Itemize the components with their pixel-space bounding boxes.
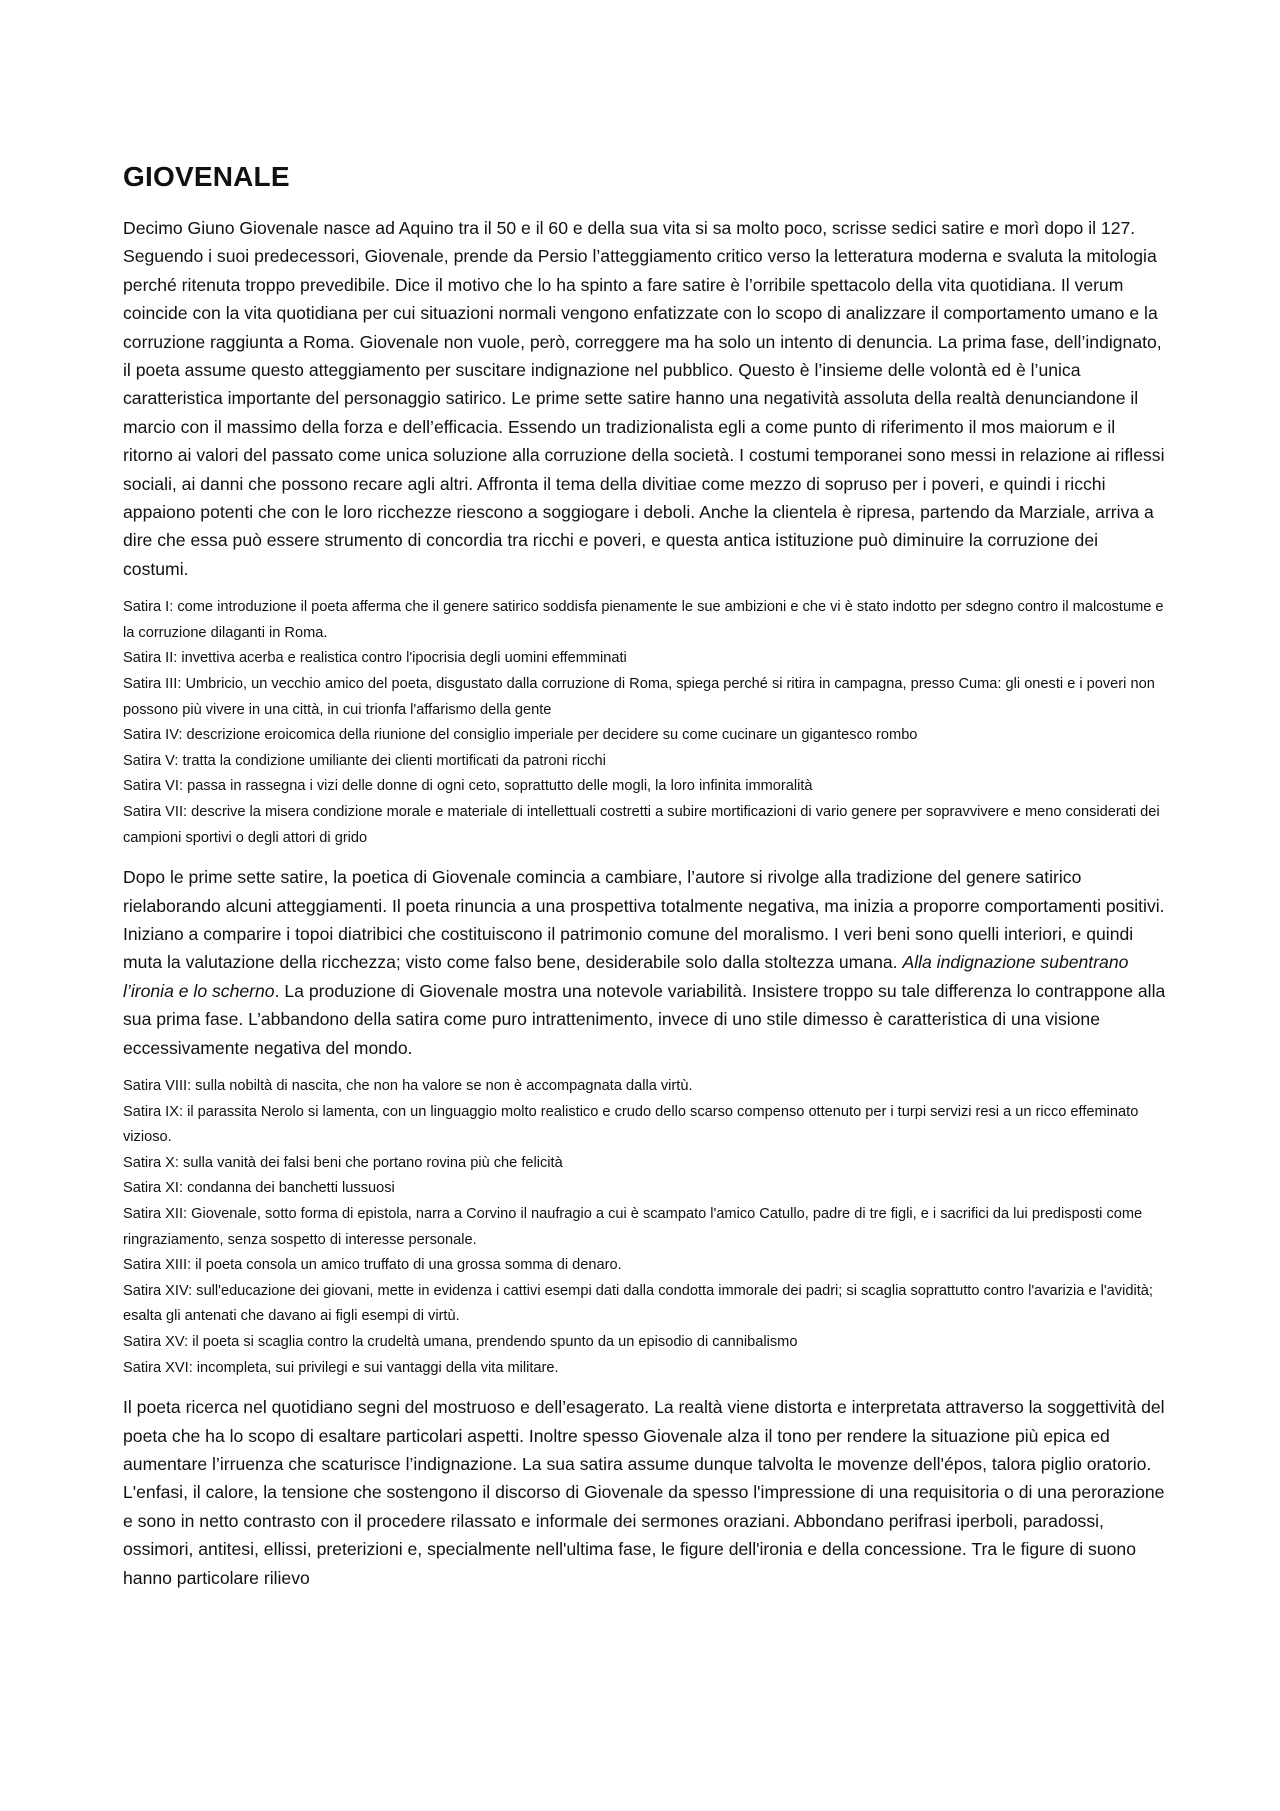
list-item-satira-13: Satira XIII: il poeta consola un amico truffato di una grossa somma di denaro.: [123, 1257, 622, 1274]
list-item-satira-3: Satira III: Umbricio, un vecchio amico del poeta, disgustato dalla corruzione di Roma, spiega perché si ritira in campagna, presso Cuma: gli onesti e i poveri non possono più vivere in una città, in cui trionfa l'affarismo della gente: [123, 676, 1155, 718]
document-page: [123, 152, 1168, 1604]
list-item-satira-7: Satira VII: descrive la misera condizione morale e materiale di intellettuali costretti a subire mortificazioni di vario genere per sopravvivere e meno considerati dei campioni sportivi o degli attori di grido: [123, 804, 1160, 846]
list-item-satira-5: Satira V: tratta la condizione umiliante dei clienti mortificati da patroni ricchi: [123, 752, 606, 769]
list-item-satira-11: Satira XI: condanna dei banchetti lussuosi: [123, 1180, 395, 1197]
paragraph-second-phase-italic: Alla indignazione subentrano l’ironia e lo scherno: [123, 952, 1129, 1001]
paragraph-second-phase-text-a: Dopo le prime sette satire, la poetica di Giovenale comincia a cambiare, l’autore si rivolge alla tradizione del genere satirico rielaborando alcuni atteggiamenti. Il poeta rinuncia a una prospettiva totalmente negativa, ma inizia a proporre comportamenti positivi. Iniziano a comparire i topoi diatribici che costituiscono il patrimonio comune del moralismo. I veri beni sono quelli interiori, e quindi muta la valutazione della ricchezza; visto come falso bene, desiderabile solo dalla stoltezza umana.: [123, 867, 1165, 973]
list-item-satira-4: Satira IV: descrizione eroicomica della riunione del consiglio imperiale per decidere su come cucinare un gigantesco rombo: [123, 727, 918, 744]
paragraph-intro: Decimo Giuno Giovenale nasce ad Aquino tra il 50 e il 60 e della sua vita si sa molto poco, scrisse sedici satire e morì dopo il 127. Seguendo i suoi predecessori, Giovenale, prende da Persio l’atteggiamento critico verso la letteratura moderna e svaluta la mitologia perché ritenuta troppo prevedibile. Dice il motivo che lo ha spinto a fare satire è l’orribile spettacolo della vita quotidiana. Il verum coincide con la vita quotidiana per cui situazioni normali vengono enfatizzate con lo scopo di analizzare il comportamento umano e la corruzione raggiunta a Roma. Giovenale non vuole, però, correggere ma ha solo un intento di denuncia. La prima fase, dell’indignato, il poeta assume questo atteggiamento per suscitare indignazione nel pubblico. Questo è l’insieme delle volontà ed è l’unica caratteristica importante del personaggio satirico. Le prime sette satire hanno una negatività assoluta della realtà denunciandone il marcio con il massimo della forza e dell’efficacia. Essendo un tradizionalista egli a come punto di riferimento il mos maiorum e il ritorno ai valori del passato come unica soluzione alla corruzione della società. I costumi temporanei sono messi in relazione ai riflessi sociali, ai danni che possono recare agli altri. Affronta il tema della divitiae come mezzo di sopruso per i poveri, e quindi i ricchi appaiono potenti che con le loro ricchezze riescono a soggiogare i deboli. Anche la clientela è ripresa, partendo da Marziale, arriva a dire che essa può essere strumento di concordia tra ricchi e poveri, e questa antica istituzione può diminuire la corruzione dei costumi.: [123, 218, 1165, 579]
satire-list-first: [123, 595, 1168, 851]
list-item-satira-8: Satira VIII: sulla nobiltà di nascita, che non ha valore se non è accompagnata dalla virtù.: [123, 1078, 693, 1095]
satire-list-second: [123, 1074, 1168, 1381]
paragraph-second-phase-text-b: . La produzione di Giovenale mostra una notevole variabilità. Insistere troppo su tale differenza lo contrappone alla sua prima fase. L’abbandono della satira come puro intrattenimento, invece di uno stile dimesso è caratteristica di una visione eccessivamente negativa del mondo.: [123, 980, 1166, 1058]
list-item-satira-15: Satira XV: il poeta si scaglia contro la crudeltà umana, prendendo spunto da un episodio di cannibalismo: [123, 1334, 798, 1350]
list-item-satira-2: Satira II: invettiva acerba e realistica contro l'ipocrisia degli uomini effemminati: [123, 650, 627, 667]
list-item-satira-9: Satira IX: il parassita Nerolo si lamenta, con un linguaggio molto realistico e crudo dello scarso compenso ottenuto per i turpi servizi resi a un ricco effeminato vizioso.: [123, 1103, 1139, 1146]
list-item-satira-14: Satira XIV: sull'educazione dei giovani, mette in evidenza i cattivi esempi dati dalla condotta immorale dei padri; si scaglia soprattutto contro l'avarizia e l'avidità; esalta gli antenati che davano ai figli esempi di virtù.: [123, 1282, 1153, 1325]
list-item-satira-16: Satira XVI: incompleta, sui privilegi e sui vantaggi della vita militare.: [123, 1359, 559, 1376]
paragraph-second-phase: [123, 863, 1168, 1062]
paragraph-style: Il poeta ricerca nel quotidiano segni del mostruoso e dell’esagerato. La realtà viene distorta e interpretata attraverso la soggettività del poeta che ha lo scopo di esaltare particolari aspetti. Inoltre spesso Giovenale alza il tono per rendere la situazione più epica ed aumentare l’irruenza che scaturisce l’indignazione. La sua satira assume dunque talvolta le movenze dell'épos, talora piglio oratorio. L'enfasi, il calore, la tensione che sostengono il discorso di Giovenale da spesso l'impressione di una requisitoria o di una perorazione e sono in netto contrasto con il procedere rilassato e informale dei sermones oraziani. Abbondano perifrasi iperboli, paradossi, ossimori, antitesi, ellissi, preterizioni e, specialmente nell'ultima fase, le figure dell'ironia e della concessione. Tra le figure di suono hanno particolare rilievo: [123, 1397, 1165, 1588]
list-item-satira-1: Satira I: come introduzione il poeta afferma che il genere satirico soddisfa pienamente le sue ambizioni e che vi è stato indotto per sdegno contro il malcostume e la corruzione dilaganti in Roma.: [123, 599, 1164, 641]
list-item-satira-12: Satira XII: Giovenale, sotto forma di epistola, narra a Corvino il naufragio a cui è scampato l'amico Catullo, padre di tre figli, e i sacrifici da lui predisposti come ringraziamento, senza sospetto di interesse personale.: [123, 1206, 1143, 1248]
list-item-satira-6: Satira VI: passa in rassegna i vizi delle donne di ogni ceto, soprattutto delle mogli, la loro infinita immoralità: [123, 778, 813, 795]
document-title: GIOVENALE: [123, 161, 290, 192]
list-item-satira-10: Satira X: sulla vanità dei falsi beni che portano rovina più che felicità: [123, 1154, 563, 1171]
